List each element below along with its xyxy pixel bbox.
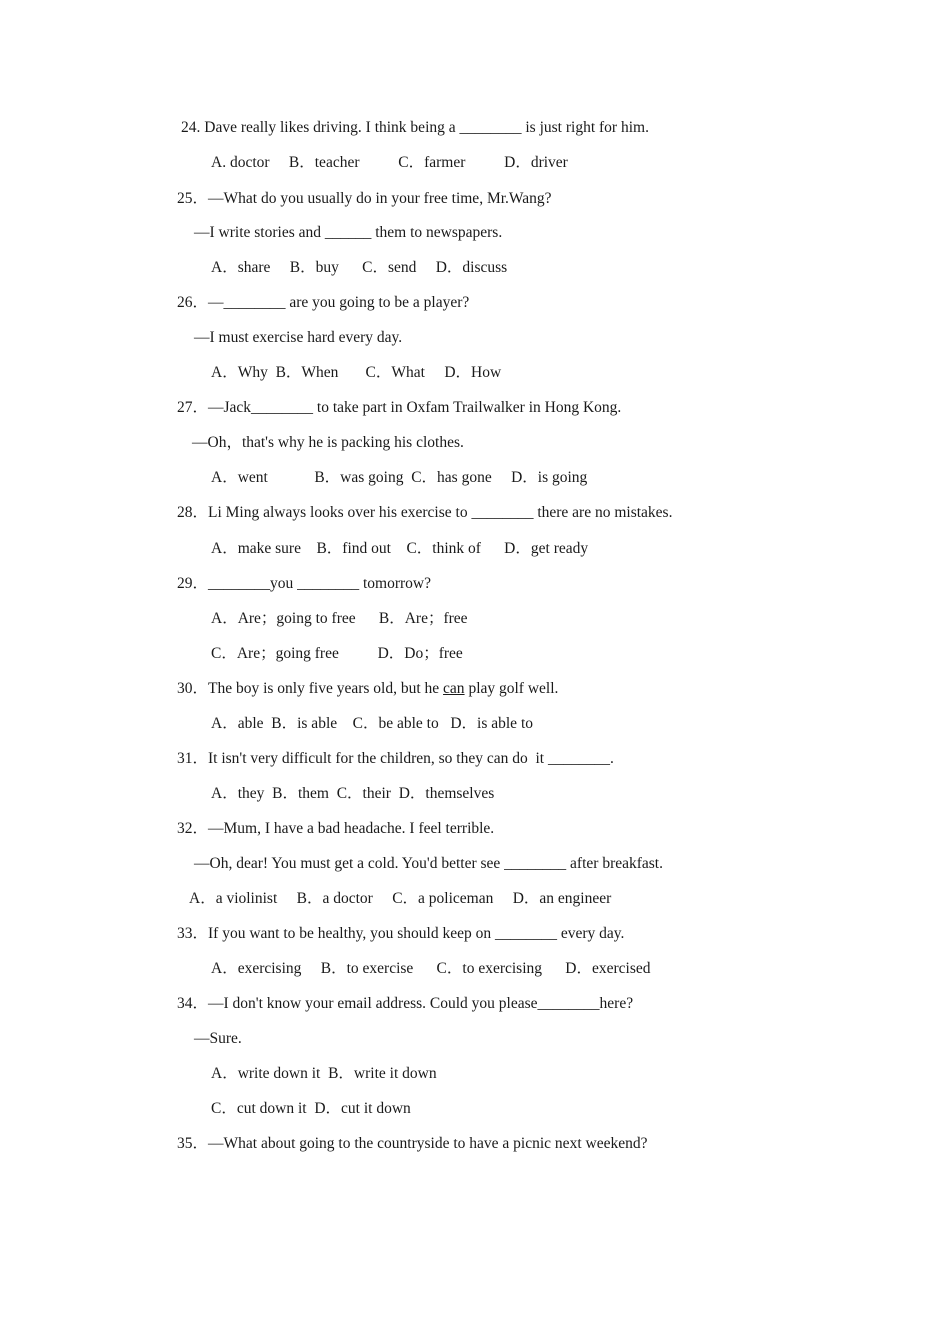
question-33-stem: 33．If you want to be healthy, you should keep on ________ every day.: [177, 925, 625, 942]
question-27-stem: 27．—Jack________ to take part in Oxfam Trailwalker in Hong Kong.: [177, 399, 622, 416]
question-30-underlined-word: can: [443, 680, 465, 697]
question-29-stem: 29．________you ________ tomorrow?: [177, 575, 432, 592]
question-30-stem: [177, 679, 558, 699]
question-32-reply: —Oh, dear! You must get a cold. You'd better see ________ after breakfast.: [194, 855, 663, 872]
question-24-options: A. doctor B．teacher C．farmer D．driver: [211, 154, 568, 171]
question-25-reply: —I write stories and ______ them to newspapers.: [194, 224, 503, 241]
question-32-options: A．a violinist B．a doctor C．a policeman D．an engineer: [189, 890, 612, 907]
question-31-stem: 31．It isn't very difficult for the children, so they can do it ________.: [177, 750, 614, 767]
question-24-stem: 24. Dave really likes driving. I think being a ________ is just right for him.: [181, 119, 649, 136]
question-28-options: A．make sure B．find out C．think of D．get ready: [211, 540, 589, 557]
question-34-options-2: C．cut down it D．cut it down: [211, 1100, 411, 1117]
question-26-stem: 26．—________ are you going to be a player?: [177, 294, 470, 311]
question-26-reply: —I must exercise hard every day.: [194, 329, 403, 346]
question-30-stem-post: play golf well.: [464, 680, 559, 697]
question-30-options: A．able B．is able C．be able to D．is able to: [211, 715, 533, 732]
question-25-stem: 25．—What do you usually do in your free time, Mr.Wang?: [177, 190, 552, 207]
question-27-reply: —Oh，that's why he is packing his clothes.: [192, 434, 464, 451]
question-30-stem-pre: 30．The boy is only five years old, but he: [177, 680, 444, 697]
question-34-stem: 34．—I don't know your email address. Could you please________here?: [177, 995, 634, 1012]
question-25-options: A．share B．buy C．send D．discuss: [211, 259, 508, 276]
question-32-stem: 32．—Mum, I have a bad headache. I feel terrible.: [177, 820, 495, 837]
question-34-reply: —Sure.: [194, 1030, 242, 1047]
question-35-stem: 35．—What about going to the countryside to have a picnic next weekend?: [177, 1135, 648, 1152]
question-33-options: A．exercising B．to exercise C．to exercising D．exercised: [211, 960, 651, 977]
question-31-options: A．they B．them C．their D．themselves: [211, 785, 495, 802]
question-26-options: A．Why B．When C．What D．How: [211, 364, 502, 381]
question-29-options: A．Are；going to free B．Are；free: [211, 610, 468, 627]
question-28-stem: 28．Li Ming always looks over his exercise to ________ there are no mistakes.: [177, 504, 673, 521]
question-29-options-2: C．Are；going free D．Do；free: [211, 645, 463, 662]
question-34-options: A．write down it B．write it down: [211, 1065, 437, 1082]
question-27-options: A．went B．was going C．has gone D．is going: [211, 469, 588, 486]
